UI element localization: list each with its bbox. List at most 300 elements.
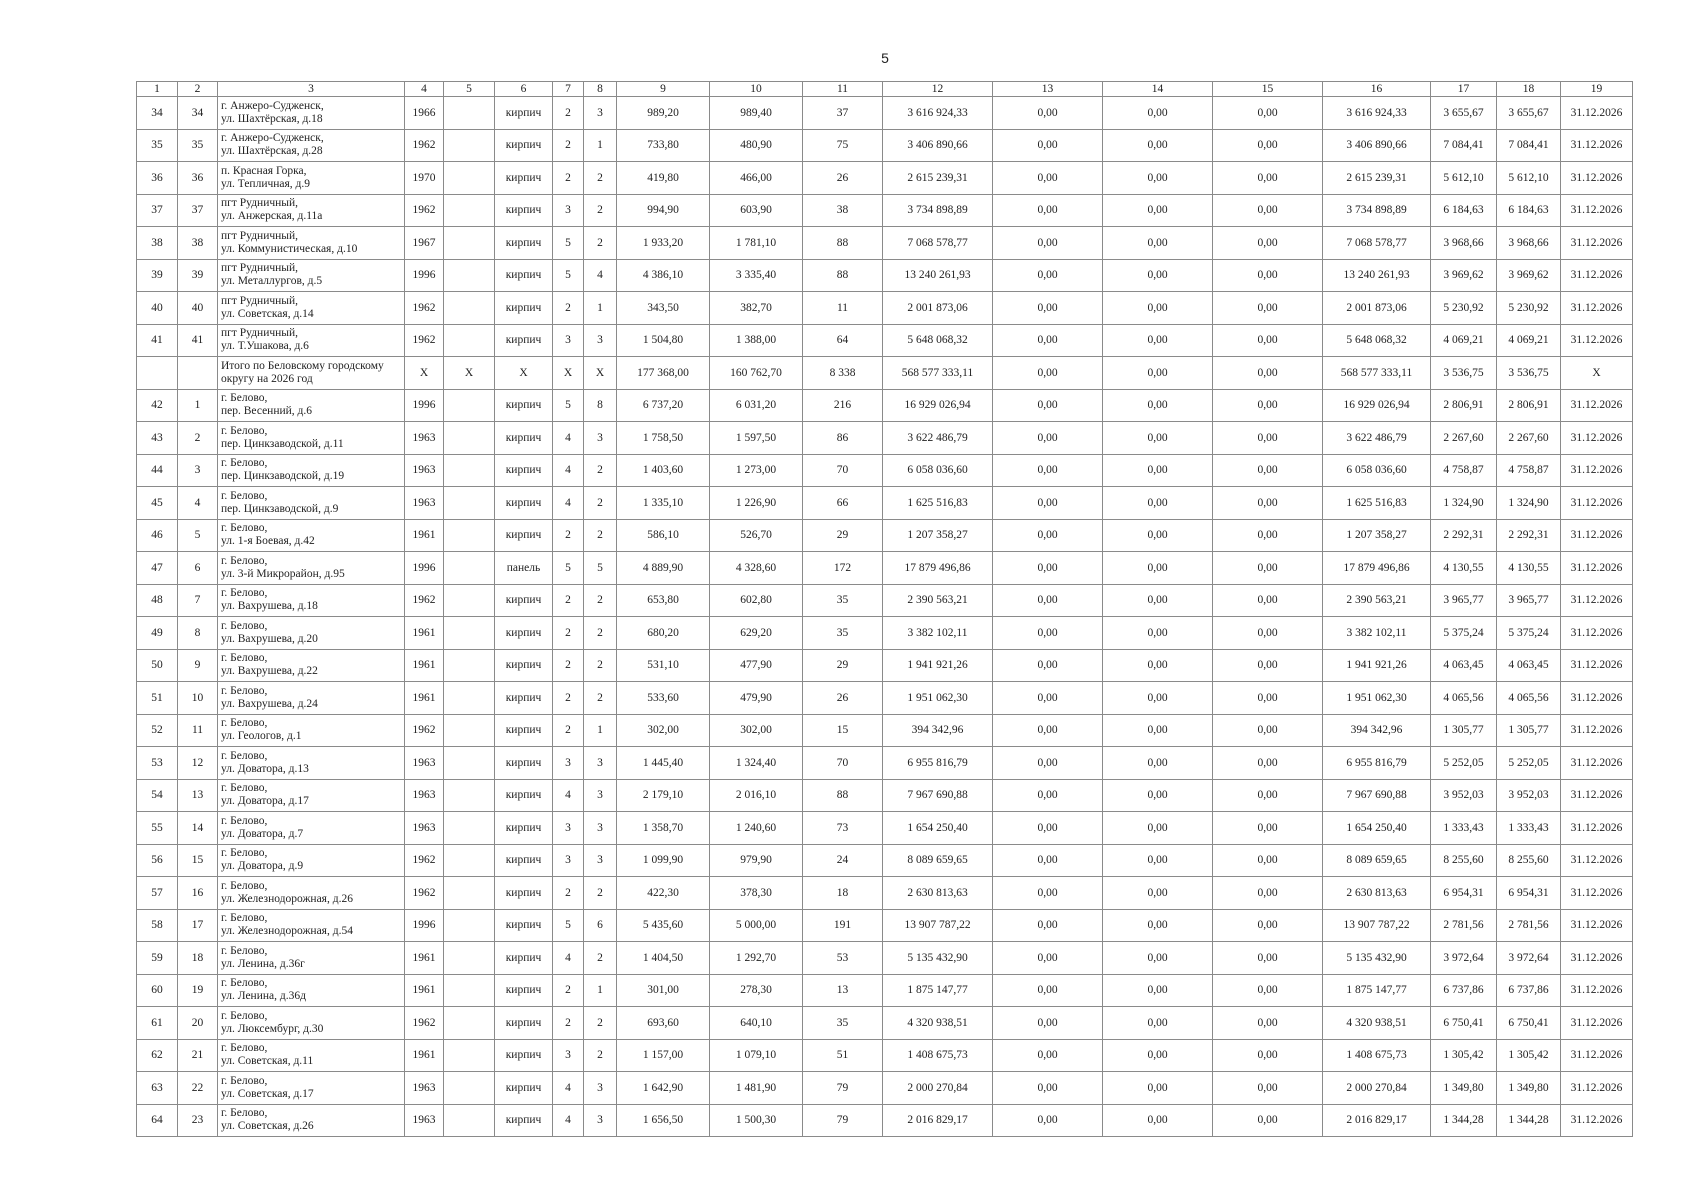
cell-c18: 3 968,66	[1497, 227, 1561, 260]
cell-c5	[444, 454, 495, 487]
cell-m: 17	[178, 909, 218, 942]
cell-c18: 5 375,24	[1497, 617, 1561, 650]
cell-c16: 1 207 358,27	[1323, 519, 1431, 552]
address-cell	[218, 97, 405, 130]
cell-c11: 29	[803, 519, 883, 552]
cell-n: 52	[137, 714, 178, 747]
cell-c12: 3 406 890,66	[883, 129, 993, 162]
cell-mat: кирпич	[495, 422, 553, 455]
column-header-4: 4	[405, 82, 444, 97]
cell-en: 2	[584, 487, 617, 520]
cell-c15: 0,00	[1213, 454, 1323, 487]
cell-n: 40	[137, 292, 178, 325]
cell-c13: 0,00	[993, 324, 1103, 357]
address-street: ул. Советская, д.11	[221, 1055, 314, 1068]
cell-c9: 302,00	[617, 714, 710, 747]
address-cell	[218, 259, 405, 292]
cell-c12: 568 577 333,11	[883, 357, 993, 390]
cell-year: 1962	[405, 292, 444, 325]
cell-c16: 2 016 829,17	[1323, 1104, 1431, 1137]
address-locality: г. Анжеро-Судженск,	[221, 132, 324, 145]
cell-c15: 0,00	[1213, 812, 1323, 845]
cell-c14: 0,00	[1103, 584, 1213, 617]
cell-c13: 0,00	[993, 552, 1103, 585]
cell-c10: 480,90	[710, 129, 803, 162]
cell-c15: 0,00	[1213, 1039, 1323, 1072]
table-row	[137, 584, 1633, 617]
cell-fl: 4	[553, 487, 584, 520]
column-header-15: 15	[1213, 82, 1323, 97]
cell-c14: 0,00	[1103, 389, 1213, 422]
table-row	[137, 1007, 1633, 1040]
cell-c5	[444, 422, 495, 455]
cell-c12: 3 734 898,89	[883, 194, 993, 227]
address-street: пер. Цинкзаводской, д.19	[221, 470, 345, 483]
cell-mat: кирпич	[495, 454, 553, 487]
cell-c19: 31.12.2026	[1561, 844, 1633, 877]
cell-c14: 0,00	[1103, 162, 1213, 195]
address-cell	[218, 1039, 405, 1072]
cell-n: 42	[137, 389, 178, 422]
cell-c10: 1 240,60	[710, 812, 803, 845]
cell-c12: 1 207 358,27	[883, 519, 993, 552]
cell-fl: 2	[553, 519, 584, 552]
column-header-13: 13	[993, 82, 1103, 97]
cell-c13: 0,00	[993, 357, 1103, 390]
cell-en: 1	[584, 714, 617, 747]
address-cell	[218, 974, 405, 1007]
cell-c11: 26	[803, 162, 883, 195]
table-row	[137, 747, 1633, 780]
address-locality: г. Белово,	[221, 652, 268, 665]
cell-c12: 1 941 921,26	[883, 649, 993, 682]
cell-m: 12	[178, 747, 218, 780]
cell-c17: 5 252,05	[1431, 747, 1497, 780]
cell-year: 1962	[405, 194, 444, 227]
table-row	[137, 422, 1633, 455]
cell-c18: 4 065,56	[1497, 682, 1561, 715]
cell-c13: 0,00	[993, 974, 1103, 1007]
cell-fl: 3	[553, 844, 584, 877]
table-row	[137, 519, 1633, 552]
cell-c16: 2 630 813,63	[1323, 877, 1431, 910]
address-street: ул. Тепличная, д.9	[221, 177, 311, 190]
cell-c17: 2 806,91	[1431, 389, 1497, 422]
address-cell	[218, 649, 405, 682]
cell-c16: 7 068 578,77	[1323, 227, 1431, 260]
column-header-18: 18	[1497, 82, 1561, 97]
cell-c10: 160 762,70	[710, 357, 803, 390]
cell-c17: 2 292,31	[1431, 519, 1497, 552]
cell-c16: 5 648 068,32	[1323, 324, 1431, 357]
cell-c10: 4 328,60	[710, 552, 803, 585]
cell-mat: кирпич	[495, 714, 553, 747]
cell-n: 41	[137, 324, 178, 357]
cell-c13: 0,00	[993, 714, 1103, 747]
cell-m: 5	[178, 519, 218, 552]
table-row	[137, 877, 1633, 910]
address-street: ул. Советская, д.14	[221, 307, 314, 320]
cell-c16: 2 390 563,21	[1323, 584, 1431, 617]
cell-c9: 533,60	[617, 682, 710, 715]
cell-m: 4	[178, 487, 218, 520]
cell-fl: 2	[553, 162, 584, 195]
address-street: ул. Вахрушева, д.24	[221, 697, 318, 710]
cell-mat: X	[495, 357, 553, 390]
cell-c14: 0,00	[1103, 682, 1213, 715]
table-row	[137, 617, 1633, 650]
cell-c14: 0,00	[1103, 227, 1213, 260]
table-row	[137, 812, 1633, 845]
cell-mat: кирпич	[495, 1007, 553, 1040]
table-row	[137, 682, 1633, 715]
cell-c14: 0,00	[1103, 552, 1213, 585]
cell-mat: кирпич	[495, 162, 553, 195]
cell-c5	[444, 162, 495, 195]
cell-m	[178, 357, 218, 390]
cell-c9: 6 737,20	[617, 389, 710, 422]
cell-c18: 4 069,21	[1497, 324, 1561, 357]
cell-m: 14	[178, 812, 218, 845]
cell-c10: 979,90	[710, 844, 803, 877]
cell-fl: 2	[553, 584, 584, 617]
cell-c15: 0,00	[1213, 682, 1323, 715]
cell-c16: 1 951 062,30	[1323, 682, 1431, 715]
cell-c15: 0,00	[1213, 519, 1323, 552]
cell-mat: кирпич	[495, 194, 553, 227]
cell-en: 3	[584, 324, 617, 357]
cell-c17: 3 969,62	[1431, 259, 1497, 292]
cell-c13: 0,00	[993, 1007, 1103, 1040]
cell-c5	[444, 942, 495, 975]
cell-c9: 1 403,60	[617, 454, 710, 487]
cell-c10: 1 388,00	[710, 324, 803, 357]
cell-c15: 0,00	[1213, 97, 1323, 130]
cell-c5	[444, 682, 495, 715]
table-row	[137, 1072, 1633, 1105]
cell-c13: 0,00	[993, 649, 1103, 682]
cell-c15: 0,00	[1213, 617, 1323, 650]
cell-mat: кирпич	[495, 974, 553, 1007]
cell-c11: 79	[803, 1072, 883, 1105]
cell-c19: 31.12.2026	[1561, 714, 1633, 747]
cell-c13: 0,00	[993, 454, 1103, 487]
cell-c11: 191	[803, 909, 883, 942]
column-header-14: 14	[1103, 82, 1213, 97]
cell-en: 2	[584, 1039, 617, 1072]
cell-m: 10	[178, 682, 218, 715]
address-locality: г. Белово,	[221, 814, 268, 827]
cell-c9: 586,10	[617, 519, 710, 552]
cell-fl: 5	[553, 552, 584, 585]
cell-c11: 13	[803, 974, 883, 1007]
cell-en: 3	[584, 1072, 617, 1105]
cell-mat: кирпич	[495, 844, 553, 877]
cell-c19: 31.12.2026	[1561, 227, 1633, 260]
cell-mat: кирпич	[495, 1039, 553, 1072]
cell-c19: 31.12.2026	[1561, 487, 1633, 520]
cell-c16: 4 320 938,51	[1323, 1007, 1431, 1040]
address-cell	[218, 324, 405, 357]
cell-c10: 1 597,50	[710, 422, 803, 455]
cell-c16: 7 967 690,88	[1323, 779, 1431, 812]
address-locality: пгт Рудничный,	[221, 327, 299, 340]
cell-c11: 38	[803, 194, 883, 227]
cell-c16: 1 654 250,40	[1323, 812, 1431, 845]
cell-m: 39	[178, 259, 218, 292]
cell-c17: 2 781,56	[1431, 909, 1497, 942]
cell-c9: 177 368,00	[617, 357, 710, 390]
cell-c12: 3 616 924,33	[883, 97, 993, 130]
cell-c12: 2 630 813,63	[883, 877, 993, 910]
cell-c17: 1 324,90	[1431, 487, 1497, 520]
cell-c15: 0,00	[1213, 487, 1323, 520]
subtotal-row	[137, 357, 1633, 390]
cell-m: 37	[178, 194, 218, 227]
cell-c9: 680,20	[617, 617, 710, 650]
cell-mat: кирпич	[495, 942, 553, 975]
cell-c11: 11	[803, 292, 883, 325]
column-header-5: 5	[444, 82, 495, 97]
cell-c14: 0,00	[1103, 129, 1213, 162]
cell-c14: 0,00	[1103, 649, 1213, 682]
cell-c18: 7 084,41	[1497, 129, 1561, 162]
cell-year: 1961	[405, 682, 444, 715]
cell-c11: 216	[803, 389, 883, 422]
address-cell	[218, 682, 405, 715]
cell-c9: 5 435,60	[617, 909, 710, 942]
cell-c18: 2 292,31	[1497, 519, 1561, 552]
address-locality: г. Белово,	[221, 977, 268, 990]
cell-mat: панель	[495, 552, 553, 585]
address-street: ул. Шахтёрская, д.18	[221, 112, 323, 125]
address-street: ул. Доватора, д.7	[221, 827, 304, 840]
cell-c13: 0,00	[993, 1104, 1103, 1137]
cell-year: 1961	[405, 519, 444, 552]
cell-c17: 4 130,55	[1431, 552, 1497, 585]
cell-c9: 422,30	[617, 877, 710, 910]
cell-c10: 1 079,10	[710, 1039, 803, 1072]
column-header-17: 17	[1431, 82, 1497, 97]
cell-c15: 0,00	[1213, 747, 1323, 780]
address-locality: г. Белово,	[221, 944, 268, 957]
cell-c11: 66	[803, 487, 883, 520]
table-row	[137, 97, 1633, 130]
cell-mat: кирпич	[495, 909, 553, 942]
cell-c14: 0,00	[1103, 1039, 1213, 1072]
cell-c12: 2 000 270,84	[883, 1072, 993, 1105]
cell-c13: 0,00	[993, 1039, 1103, 1072]
cell-c10: 1 781,10	[710, 227, 803, 260]
column-header-10: 10	[710, 82, 803, 97]
cell-c9: 1 642,90	[617, 1072, 710, 1105]
cell-c18: 3 969,62	[1497, 259, 1561, 292]
cell-m: 41	[178, 324, 218, 357]
cell-c13: 0,00	[993, 389, 1103, 422]
cell-c18: 2 781,56	[1497, 909, 1561, 942]
cell-c19: 31.12.2026	[1561, 324, 1633, 357]
cell-c17: 1 305,77	[1431, 714, 1497, 747]
cell-c10: 526,70	[710, 519, 803, 552]
cell-c19: 31.12.2026	[1561, 1007, 1633, 1040]
cell-m: 20	[178, 1007, 218, 1040]
cell-c10: 477,90	[710, 649, 803, 682]
cell-n: 38	[137, 227, 178, 260]
cell-c11: 88	[803, 259, 883, 292]
cell-c18: 4 063,45	[1497, 649, 1561, 682]
address-locality: г. Белово,	[221, 1107, 268, 1120]
cell-mat: кирпич	[495, 324, 553, 357]
cell-c10: 1 324,40	[710, 747, 803, 780]
cell-year: 1963	[405, 747, 444, 780]
cell-c18: 3 965,77	[1497, 584, 1561, 617]
cell-c11: 73	[803, 812, 883, 845]
cell-m: 21	[178, 1039, 218, 1072]
cell-c17: 3 952,03	[1431, 779, 1497, 812]
cell-c14: 0,00	[1103, 519, 1213, 552]
cell-c17: 6 184,63	[1431, 194, 1497, 227]
cell-n: 44	[137, 454, 178, 487]
cell-m: 11	[178, 714, 218, 747]
cell-c18: 5 612,10	[1497, 162, 1561, 195]
cell-c13: 0,00	[993, 617, 1103, 650]
cell-c5	[444, 844, 495, 877]
cell-c5	[444, 877, 495, 910]
cell-c14: 0,00	[1103, 97, 1213, 130]
cell-c5	[444, 617, 495, 650]
cell-c14: 0,00	[1103, 422, 1213, 455]
address-cell	[218, 162, 405, 195]
cell-mat: кирпич	[495, 649, 553, 682]
cell-mat: кирпич	[495, 747, 553, 780]
cell-c12: 5 648 068,32	[883, 324, 993, 357]
cell-c17: 5 612,10	[1431, 162, 1497, 195]
cell-c13: 0,00	[993, 259, 1103, 292]
cell-mat: кирпич	[495, 129, 553, 162]
address-street: пер. Весенний, д.6	[221, 405, 313, 418]
cell-mat: кирпич	[495, 779, 553, 812]
address-street: ул. Доватора, д.9	[221, 860, 304, 873]
cell-c15: 0,00	[1213, 292, 1323, 325]
cell-fl: 4	[553, 422, 584, 455]
table-row	[137, 227, 1633, 260]
cell-c5	[444, 1007, 495, 1040]
cell-c14: 0,00	[1103, 617, 1213, 650]
cell-c17: 5 375,24	[1431, 617, 1497, 650]
cell-c5	[444, 227, 495, 260]
address-cell	[218, 1104, 405, 1137]
address-street: ул. Ленина, д.36д	[221, 990, 306, 1003]
cell-c10: 1 292,70	[710, 942, 803, 975]
address-street: ул. Ленина, д.36г	[221, 957, 305, 970]
cell-c12: 1 625 516,83	[883, 487, 993, 520]
cell-c18: 4 758,87	[1497, 454, 1561, 487]
cell-c16: 5 135 432,90	[1323, 942, 1431, 975]
cell-n: 46	[137, 519, 178, 552]
cell-n: 63	[137, 1072, 178, 1105]
cell-c14: 0,00	[1103, 714, 1213, 747]
cell-n: 57	[137, 877, 178, 910]
cell-c5	[444, 129, 495, 162]
cell-c9: 2 179,10	[617, 779, 710, 812]
cell-c13: 0,00	[993, 162, 1103, 195]
cell-c5: X	[444, 357, 495, 390]
cell-m: 2	[178, 422, 218, 455]
cell-fl: 3	[553, 324, 584, 357]
address-locality: г. Белово,	[221, 749, 268, 762]
cell-year: 1962	[405, 714, 444, 747]
column-header-12: 12	[883, 82, 993, 97]
cell-c9: 1 933,20	[617, 227, 710, 260]
address-locality: г. Белово,	[221, 554, 268, 567]
cell-n: 43	[137, 422, 178, 455]
cell-m: 6	[178, 552, 218, 585]
cell-c11: 15	[803, 714, 883, 747]
address-street: ул. Вахрушева, д.20	[221, 632, 318, 645]
cell-c19: 31.12.2026	[1561, 974, 1633, 1007]
address-locality: г. Белово,	[221, 717, 268, 730]
address-locality: г. Белово,	[221, 489, 268, 502]
column-header-19: 19	[1561, 82, 1633, 97]
cell-c18: 1 305,77	[1497, 714, 1561, 747]
cell-c19: 31.12.2026	[1561, 194, 1633, 227]
cell-c5	[444, 1039, 495, 1072]
cell-c14: 0,00	[1103, 454, 1213, 487]
table-row	[137, 324, 1633, 357]
cell-mat: кирпич	[495, 487, 553, 520]
cell-en: 8	[584, 389, 617, 422]
address-locality: г. Белово,	[221, 619, 268, 632]
cell-c17: 4 069,21	[1431, 324, 1497, 357]
address-street: ул. Вахрушева, д.18	[221, 600, 318, 613]
cell-c19: 31.12.2026	[1561, 389, 1633, 422]
cell-c19: 31.12.2026	[1561, 649, 1633, 682]
cell-c13: 0,00	[993, 129, 1103, 162]
cell-n: 35	[137, 129, 178, 162]
cell-c15: 0,00	[1213, 422, 1323, 455]
cell-c16: 2 615 239,31	[1323, 162, 1431, 195]
cell-c10: 640,10	[710, 1007, 803, 1040]
address-locality: Итого по Беловскому городскому	[221, 359, 384, 372]
cell-c17: 2 267,60	[1431, 422, 1497, 455]
address-cell	[218, 129, 405, 162]
cell-c16: 16 929 026,94	[1323, 389, 1431, 422]
cell-fl: 4	[553, 454, 584, 487]
cell-c13: 0,00	[993, 1072, 1103, 1105]
table-row	[137, 292, 1633, 325]
column-header-3: 3	[218, 82, 405, 97]
cell-c5	[444, 584, 495, 617]
table-row	[137, 1039, 1633, 1072]
cell-c14: 0,00	[1103, 844, 1213, 877]
cell-c13: 0,00	[993, 779, 1103, 812]
cell-c15: 0,00	[1213, 584, 1323, 617]
cell-c18: 6 750,41	[1497, 1007, 1561, 1040]
cell-c16: 13 240 261,93	[1323, 259, 1431, 292]
housing-register-table	[136, 81, 1633, 1137]
table-row	[137, 194, 1633, 227]
cell-m: 34	[178, 97, 218, 130]
cell-c18: 1 349,80	[1497, 1072, 1561, 1105]
cell-year: 1962	[405, 584, 444, 617]
column-header-6: 6	[495, 82, 553, 97]
address-locality: г. Белово,	[221, 684, 268, 697]
address-cell	[218, 844, 405, 877]
cell-c15: 0,00	[1213, 162, 1323, 195]
cell-c19: 31.12.2026	[1561, 747, 1633, 780]
cell-c18: 3 972,64	[1497, 942, 1561, 975]
cell-c19: 31.12.2026	[1561, 812, 1633, 845]
